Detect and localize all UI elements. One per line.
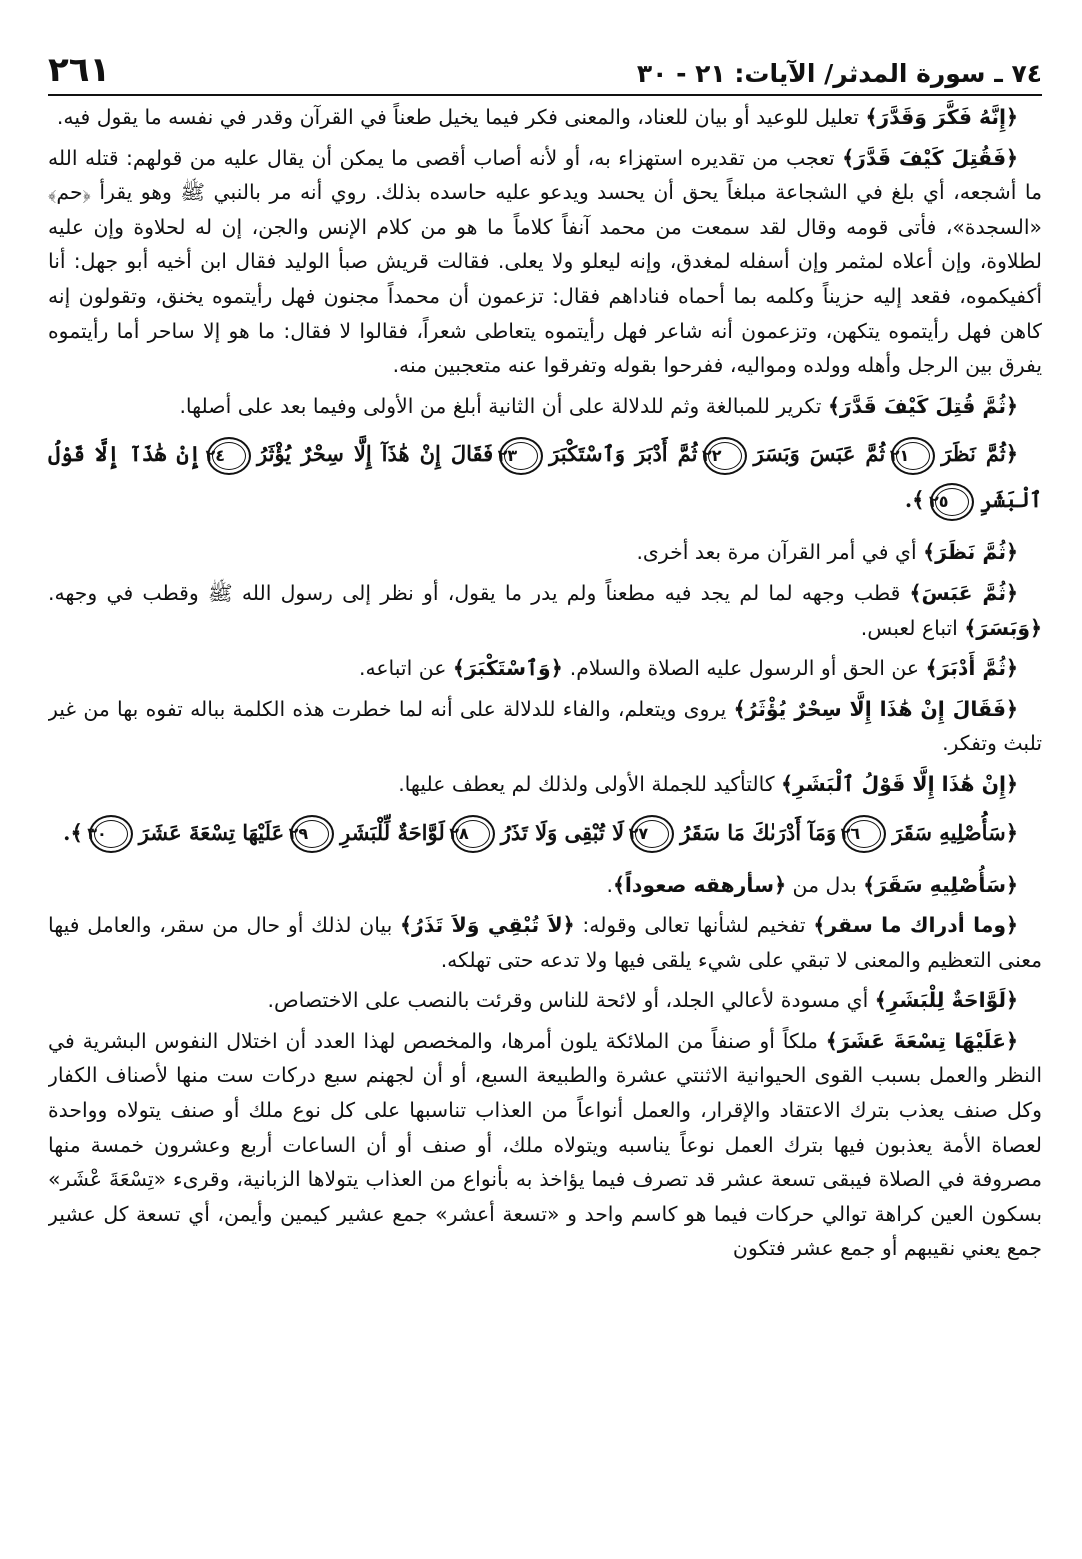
- verse-open-bracket: ﴿: [1005, 441, 1018, 467]
- verse-text: فَقَالَ إِنْ هَٰذَآ إِلَّا سِحْرٌ يُؤْثَرُ: [257, 441, 494, 467]
- ayah-number-marker: ٢٨: [451, 815, 495, 853]
- paragraph-sihr: [48, 692, 1042, 761]
- verse-block-26-30: [48, 810, 1042, 856]
- quran-quote: ﴿لاَ تُبْقِي وَلاَ تَذَرُ﴾: [400, 913, 575, 938]
- verse-text: وَمَآ أَدْرَىٰكَ مَا سَقَرُ: [680, 819, 837, 845]
- verse-text: ثُمَّ عَبَسَ وَبَسَرَ: [753, 441, 886, 467]
- quran-quote: ﴿إِنْ هَٰذَا إِلَّا قَوْلُ ٱلْبَشَرِ﴾: [781, 771, 1018, 796]
- commentary-text: .: [606, 872, 613, 897]
- commentary-text: قطب وجهه لما لم يجد فيه مطعناً ولم يدر ما يقول، أو نظر إلى رسول الله ﷺ وقطب في وجهه.: [48, 580, 910, 605]
- page-header: [48, 38, 1042, 96]
- ayah-number-marker: ٣٠: [89, 815, 133, 853]
- verse-text: ثُمَّ أَدْبَرَ وَٱسْتَكْبَرَ: [549, 441, 698, 467]
- commentary-text: تعجب من تقديره استهزاء به، أو لأنه أصاب أقصى ما يمكن أن يقال عليه من قولهم: قتله الله ما أشجعه، أي بلغ في الشجاعة مبلغاً يحق أن يحسد ويدعو عليه حاسده بذلك. روي أنه مر بالنبي ﷺ وهو يقرأ ﴿حم﴾ «السجدة»، فأتى قومه وقال لقد سمعت من محمد آنفاً كلاماً ما هو من كلام الإنس والجن، إن له لحلاوة وإن عليه لطلاوة، وإن أعلاه لمثمر وإن أسفله لمغدق، وإنه ليعلو ولا يعلى. فقالت قريش صبأ الوليد فقال ابن أخيه أبو جهل: أنا أكفيكموه، فقعد إليه حزيناً وكلمه بما أحماه فناداهم فقال: تزعمون أن محمداً مجنون فهل رأيتموه يخنق، وتقولون إنه كاهن فهل رأيتموه يتكهن، وتزعمون أنه شاعر فهل رأيتموه يتعاطى شعراً، فقالوا لا فقال: ما هو إلا ساحر أما رأيتموه يفرق بين الرجل وأهله وولده ومواليه، ففرحوا بقوله وتفرقوا عنه متعجبين منه.: [48, 145, 1042, 378]
- paragraph-nazara: [48, 535, 1042, 570]
- verse-open-bracket: ﴿: [1005, 819, 1018, 845]
- commentary-text: بدل من: [786, 872, 864, 897]
- quran-quote: ﴿ثُمَّ نَظَرَ﴾: [923, 540, 1018, 565]
- ayah-number-marker: ٢٢: [703, 437, 747, 475]
- verse-text: عَلَيْهَا تِسْعَةَ عَشَرَ: [138, 819, 285, 845]
- commentary-text: تعليل للوعيد أو بيان للعناد، والمعنى فكر فيما يخيل طعناً في القرآن وقدر في نفسه ما يقول فيه.: [56, 105, 866, 129]
- page-number: ٢٦١: [48, 50, 111, 90]
- verse-block-21-25: [48, 431, 1042, 523]
- quran-quote: ﴿ثُمَّ عَبَسَ﴾: [909, 580, 1018, 605]
- verse-text: لَا تُبْقِى وَلَا تَذَرُ: [500, 819, 625, 845]
- quran-quote: ﴿وما أدراك ما سقر﴾: [813, 913, 1019, 938]
- ayah-number-marker: ٢١: [891, 437, 935, 475]
- quran-quote: ﴿إِنَّهُ فَكَّرَ وَقَدَّرَ﴾: [865, 105, 1018, 129]
- quran-quote: ﴿وَبَسَرَ﴾: [964, 615, 1042, 640]
- quran-quote: ﴿وَٱسْتَكْبَرَ﴾: [452, 656, 570, 681]
- commentary-text: اتباع لعبس.: [860, 615, 965, 640]
- ayah-number-marker: ٢٣: [499, 437, 543, 475]
- commentary-text: كالتأكيد للجملة الأولى ولذلك لم يعطف عليها.: [398, 771, 782, 796]
- quran-quote: ﴿ثُمَّ أَدْبَرَ﴾: [925, 656, 1018, 681]
- commentary-text: أي مسودة لأعالي الجلد، أو لائحة للناس وقرئت بالنصب على الاختصاص.: [267, 988, 875, 1013]
- paragraph-verse-22-comment: [48, 100, 1042, 135]
- commentary-text: أي في أمر القرآن مرة بعد أخرى.: [636, 540, 924, 565]
- paragraph-ma-adraka: [48, 908, 1042, 977]
- quran-quote: ﴿فَقَالَ إِنْ هَٰذَا إِلَّا سِحْرٌ يُؤْثَرُ﴾: [733, 696, 1018, 721]
- paragraph-qawl-albashar: [48, 767, 1042, 802]
- commentary-text: تفخيم لشأنها تعالى وقوله:: [574, 913, 814, 938]
- ayah-number-marker: ٢٦: [842, 815, 886, 853]
- quran-quote: ﴿ثُمَّ قُتِلَ كَيْفَ قَدَّرَ﴾: [827, 393, 1018, 418]
- paragraph-verse-20-comment: [48, 389, 1042, 424]
- commentary-text: بيان لذلك أو حال من سقر، والعامل فيها معنى التعظيم والمعنى لا تبقي على شيء يلقى فيها ولا تدعه حتى تهلكه.: [48, 913, 1042, 972]
- verse-text: ثُمَّ نَظَرَ: [941, 441, 1006, 467]
- quran-quote: ﴿لَوَّاحَةٌ لِلْبَشَرِ﴾: [874, 988, 1018, 1013]
- commentary-text: يروى ويتعلم، والفاء للدلالة على أنه لما خطرت هذه الكلمة بباله تفوه بها من غير تلبث وتفكر.: [48, 696, 1042, 756]
- commentary-text: عن الحق أو الرسول عليه الصلاة والسلام.: [569, 656, 926, 681]
- paragraph-tisata-ashar: [48, 1024, 1042, 1266]
- ayah-number-marker: ٢٧: [630, 815, 674, 853]
- ayah-number-marker: ٢٩: [290, 815, 334, 853]
- paragraph-verse-19-comment: [48, 141, 1042, 383]
- ayah-number-marker: ٢٤: [207, 437, 251, 475]
- verse-close-bracket: ﴾.: [63, 819, 83, 845]
- verse-close-bracket: ﴾.: [904, 487, 925, 513]
- paragraph-adbara: [48, 651, 1042, 686]
- commentary-text: تكرير للمبالغة وثم للدلالة على أن الثانية أبلغ من الأولى وفيما بعد على أصلها.: [179, 393, 828, 418]
- quran-quote: ﴿فَقُتِلَ كَيْفَ قَدَّرَ﴾: [842, 145, 1018, 170]
- quran-quote: ﴿سَأُصْلِيهِ سَقَرَ﴾: [863, 872, 1018, 897]
- commentary-text: ملكاً أو صنفاً من الملائكة يلون أمرها، والمخصص لهذا العدد أن اختلال النفوس البشرية في النظر والعمل بسبب القوى الحيوانية الاثنتي عشرة والطبيعة السبع، أو أن لجهنم سبع دركات ست منها لأصناف الكفار وكل صنف يعذب بترك الاعتقاد والإقرار، والعمل أنواعاً من العذاب تناسبها على كل نوع ملك أو صنف يتولاه وواحدة لعصاة الأمة يعذبون فيها بترك العمل نوعاً يناسبه ويتولاه ملك، أو صنف أو أن الساعات أربع وعشرون خمسة منها مصروفة في الصلاة فيبقى تسعة عشر قد تصرف فيما يؤاخذ به بأنواع من العذاب يتولاها الزبانية، وقرىء «تِسْعَةَ عْشَر» بسكون العين كراهة توالي حركات فيما هو كاسم واحد و «تسعة أعشر» جمع عشير كيمين وأيمن، أي تسعة كل عشير جمع يعني نقيبهم أو جمع عشر فتكون: [48, 1028, 1042, 1261]
- verse-text: لَوَّاحَةٌ لِّلْبَشَرِ: [340, 819, 445, 845]
- page-body: [48, 100, 1042, 1539]
- paragraph-abasa: [48, 576, 1042, 645]
- commentary-text: عن اتباعه.: [358, 656, 453, 681]
- running-title: ٧٤ ـ سورة المدثر/ الآيات: ٢١ - ٣٠: [636, 59, 1042, 88]
- verse-text: إِنْ هَٰذَآ إِلَّا قَوْلُ ٱلْبَشَرِ: [48, 441, 1042, 513]
- ayah-number-marker: ٢٥: [930, 483, 974, 521]
- paragraph-lawwaha: [48, 983, 1042, 1018]
- paragraph-saqar: [48, 868, 1042, 903]
- quran-quote: ﴿سأرهقه صعوداً﴾: [612, 872, 787, 897]
- verse-text: سَأُصْلِيهِ سَقَرَ: [892, 819, 1006, 845]
- quran-quote: ﴿عَلَيْهَا تِسْعَةَ عَشَرَ﴾: [825, 1028, 1018, 1053]
